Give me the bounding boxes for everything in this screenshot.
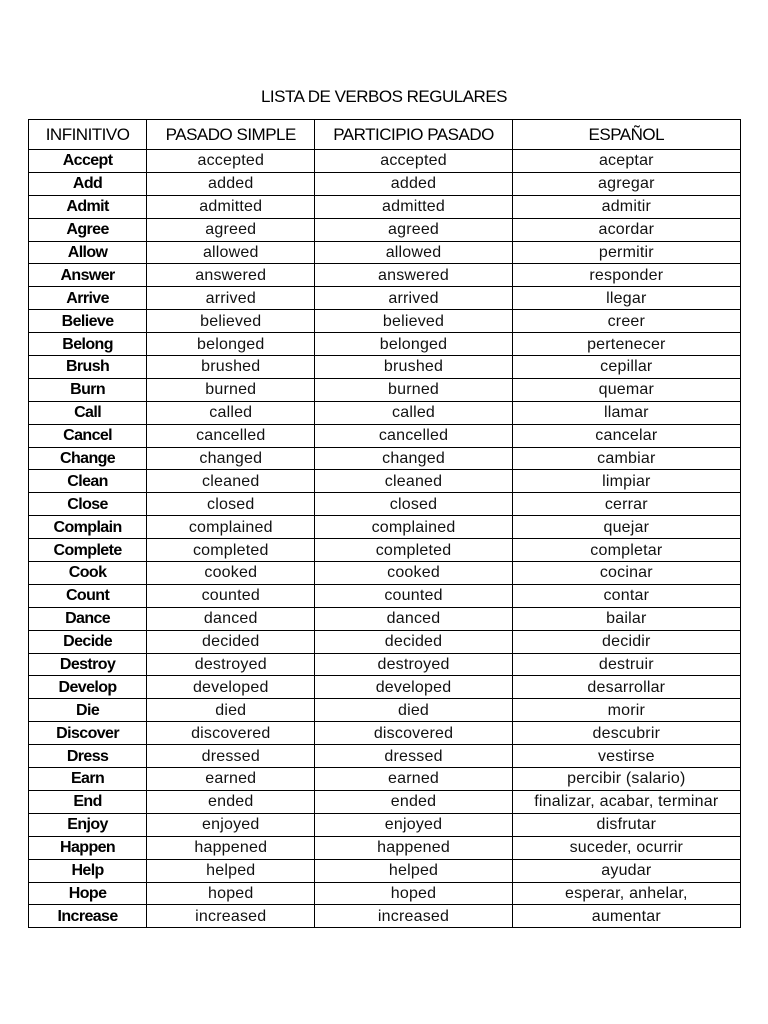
table-row bbox=[29, 424, 741, 447]
cell-participio-pasado: discovered bbox=[315, 722, 512, 745]
cell-pasado-simple: complained bbox=[147, 516, 315, 539]
cell-infinitivo: Change bbox=[29, 447, 147, 470]
cell-pasado-simple: developed bbox=[147, 676, 315, 699]
cell-infinitivo: Complain bbox=[29, 516, 147, 539]
cell-espanol: contar bbox=[512, 584, 740, 607]
table-row bbox=[29, 218, 741, 241]
cell-participio-pasado: increased bbox=[315, 905, 512, 928]
table-row bbox=[29, 607, 741, 630]
cell-espanol: cerrar bbox=[512, 493, 740, 516]
table-row bbox=[29, 584, 741, 607]
cell-infinitivo: Arrive bbox=[29, 287, 147, 310]
cell-pasado-simple: died bbox=[147, 699, 315, 722]
cell-participio-pasado: belonged bbox=[315, 333, 512, 356]
cell-pasado-simple: admitted bbox=[147, 195, 315, 218]
cell-participio-pasado: arrived bbox=[315, 287, 512, 310]
cell-pasado-simple: changed bbox=[147, 447, 315, 470]
cell-participio-pasado: cooked bbox=[315, 562, 512, 585]
table-row bbox=[29, 310, 741, 333]
cell-infinitivo: Dress bbox=[29, 745, 147, 768]
cell-pasado-simple: counted bbox=[147, 584, 315, 607]
cell-infinitivo: Decide bbox=[29, 630, 147, 653]
cell-espanol: aceptar bbox=[512, 150, 740, 173]
cell-espanol: destruir bbox=[512, 653, 740, 676]
cell-espanol: descubrir bbox=[512, 722, 740, 745]
cell-espanol: llegar bbox=[512, 287, 740, 310]
cell-espanol: percibir (salario) bbox=[512, 768, 740, 791]
table-row bbox=[29, 470, 741, 493]
cell-pasado-simple: closed bbox=[147, 493, 315, 516]
cell-infinitivo: Admit bbox=[29, 195, 147, 218]
cell-participio-pasado: hoped bbox=[315, 882, 512, 905]
cell-infinitivo: Complete bbox=[29, 539, 147, 562]
cell-pasado-simple: agreed bbox=[147, 218, 315, 241]
cell-participio-pasado: died bbox=[315, 699, 512, 722]
cell-pasado-simple: cancelled bbox=[147, 424, 315, 447]
table-row bbox=[29, 150, 741, 173]
cell-participio-pasado: brushed bbox=[315, 356, 512, 379]
cell-espanol: agregar bbox=[512, 172, 740, 195]
cell-pasado-simple: increased bbox=[147, 905, 315, 928]
cell-espanol: quemar bbox=[512, 378, 740, 401]
cell-participio-pasado: added bbox=[315, 172, 512, 195]
cell-espanol: cocinar bbox=[512, 562, 740, 585]
cell-espanol: decidir bbox=[512, 630, 740, 653]
cell-pasado-simple: ended bbox=[147, 790, 315, 813]
cell-espanol: bailar bbox=[512, 607, 740, 630]
table-row bbox=[29, 401, 741, 424]
cell-participio-pasado: cancelled bbox=[315, 424, 512, 447]
cell-participio-pasado: completed bbox=[315, 539, 512, 562]
cell-participio-pasado: earned bbox=[315, 768, 512, 791]
header-espanol: ESPAÑOL bbox=[512, 120, 740, 150]
cell-participio-pasado: destroyed bbox=[315, 653, 512, 676]
header-pasado-simple: PASADO SIMPLE bbox=[147, 120, 315, 150]
table-row bbox=[29, 172, 741, 195]
cell-infinitivo: Die bbox=[29, 699, 147, 722]
table-row bbox=[29, 562, 741, 585]
cell-participio-pasado: answered bbox=[315, 264, 512, 287]
cell-infinitivo: Burn bbox=[29, 378, 147, 401]
cell-espanol: ayudar bbox=[512, 859, 740, 882]
cell-participio-pasado: changed bbox=[315, 447, 512, 470]
cell-participio-pasado: dressed bbox=[315, 745, 512, 768]
cell-espanol: morir bbox=[512, 699, 740, 722]
cell-pasado-simple: helped bbox=[147, 859, 315, 882]
table-row bbox=[29, 676, 741, 699]
cell-infinitivo: Count bbox=[29, 584, 147, 607]
cell-participio-pasado: believed bbox=[315, 310, 512, 333]
cell-pasado-simple: earned bbox=[147, 768, 315, 791]
cell-infinitivo: Belong bbox=[29, 333, 147, 356]
cell-participio-pasado: burned bbox=[315, 378, 512, 401]
cell-participio-pasado: allowed bbox=[315, 241, 512, 264]
table-row bbox=[29, 745, 741, 768]
table-row bbox=[29, 882, 741, 905]
cell-participio-pasado: complained bbox=[315, 516, 512, 539]
cell-participio-pasado: cleaned bbox=[315, 470, 512, 493]
cell-infinitivo: Answer bbox=[29, 264, 147, 287]
table-row bbox=[29, 241, 741, 264]
cell-espanol: acordar bbox=[512, 218, 740, 241]
cell-participio-pasado: danced bbox=[315, 607, 512, 630]
cell-infinitivo: Brush bbox=[29, 356, 147, 379]
cell-infinitivo: Dance bbox=[29, 607, 147, 630]
cell-pasado-simple: answered bbox=[147, 264, 315, 287]
cell-infinitivo: Cook bbox=[29, 562, 147, 585]
cell-participio-pasado: called bbox=[315, 401, 512, 424]
cell-infinitivo: Close bbox=[29, 493, 147, 516]
cell-espanol: permitir bbox=[512, 241, 740, 264]
page-title: LISTA DE VERBOS REGULARES bbox=[260, 87, 508, 106]
cell-participio-pasado: happened bbox=[315, 836, 512, 859]
cell-participio-pasado: admitted bbox=[315, 195, 512, 218]
cell-participio-pasado: enjoyed bbox=[315, 813, 512, 836]
cell-infinitivo: Discover bbox=[29, 722, 147, 745]
table-row bbox=[29, 790, 741, 813]
cell-pasado-simple: called bbox=[147, 401, 315, 424]
table-row bbox=[29, 333, 741, 356]
cell-infinitivo: Enjoy bbox=[29, 813, 147, 836]
cell-infinitivo: Hope bbox=[29, 882, 147, 905]
cell-espanol: pertenecer bbox=[512, 333, 740, 356]
cell-pasado-simple: discovered bbox=[147, 722, 315, 745]
cell-infinitivo: Develop bbox=[29, 676, 147, 699]
cell-espanol: quejar bbox=[512, 516, 740, 539]
table-row bbox=[29, 195, 741, 218]
table-row bbox=[29, 699, 741, 722]
cell-espanol: aumentar bbox=[512, 905, 740, 928]
table-row bbox=[29, 493, 741, 516]
cell-infinitivo: Happen bbox=[29, 836, 147, 859]
cell-participio-pasado: agreed bbox=[315, 218, 512, 241]
cell-infinitivo: Destroy bbox=[29, 653, 147, 676]
cell-pasado-simple: danced bbox=[147, 607, 315, 630]
cell-pasado-simple: completed bbox=[147, 539, 315, 562]
table-body bbox=[29, 150, 741, 928]
cell-pasado-simple: arrived bbox=[147, 287, 315, 310]
cell-participio-pasado: accepted bbox=[315, 150, 512, 173]
cell-pasado-simple: cleaned bbox=[147, 470, 315, 493]
header-participio-pasado: PARTICIPIO PASADO bbox=[315, 120, 512, 150]
cell-espanol: creer bbox=[512, 310, 740, 333]
cell-infinitivo: Add bbox=[29, 172, 147, 195]
cell-espanol: esperar, anhelar, bbox=[512, 882, 740, 905]
cell-pasado-simple: destroyed bbox=[147, 653, 315, 676]
cell-infinitivo: Accept bbox=[29, 150, 147, 173]
table-row bbox=[29, 356, 741, 379]
cell-participio-pasado: helped bbox=[315, 859, 512, 882]
header-infinitivo: INFINITIVO bbox=[29, 120, 147, 150]
cell-infinitivo: Agree bbox=[29, 218, 147, 241]
cell-pasado-simple: enjoyed bbox=[147, 813, 315, 836]
cell-infinitivo: Allow bbox=[29, 241, 147, 264]
cell-espanol: cambiar bbox=[512, 447, 740, 470]
cell-espanol: responder bbox=[512, 264, 740, 287]
cell-pasado-simple: burned bbox=[147, 378, 315, 401]
cell-pasado-simple: added bbox=[147, 172, 315, 195]
cell-participio-pasado: counted bbox=[315, 584, 512, 607]
table-row bbox=[29, 905, 741, 928]
cell-pasado-simple: hoped bbox=[147, 882, 315, 905]
cell-espanol: llamar bbox=[512, 401, 740, 424]
cell-infinitivo: Cancel bbox=[29, 424, 147, 447]
table-row bbox=[29, 264, 741, 287]
table-row bbox=[29, 447, 741, 470]
cell-infinitivo: Believe bbox=[29, 310, 147, 333]
cell-pasado-simple: brushed bbox=[147, 356, 315, 379]
cell-espanol: vestirse bbox=[512, 745, 740, 768]
table-row bbox=[29, 378, 741, 401]
cell-pasado-simple: happened bbox=[147, 836, 315, 859]
cell-espanol: limpiar bbox=[512, 470, 740, 493]
cell-pasado-simple: cooked bbox=[147, 562, 315, 585]
cell-pasado-simple: belonged bbox=[147, 333, 315, 356]
cell-pasado-simple: dressed bbox=[147, 745, 315, 768]
cell-espanol: disfrutar bbox=[512, 813, 740, 836]
cell-espanol: desarrollar bbox=[512, 676, 740, 699]
table-row bbox=[29, 516, 741, 539]
cell-participio-pasado: developed bbox=[315, 676, 512, 699]
cell-espanol: cepillar bbox=[512, 356, 740, 379]
cell-infinitivo: Increase bbox=[29, 905, 147, 928]
cell-espanol: suceder, ocurrir bbox=[512, 836, 740, 859]
cell-espanol: admitir bbox=[512, 195, 740, 218]
table-row bbox=[29, 630, 741, 653]
cell-infinitivo: Help bbox=[29, 859, 147, 882]
cell-participio-pasado: ended bbox=[315, 790, 512, 813]
cell-infinitivo: Earn bbox=[29, 768, 147, 791]
cell-espanol: completar bbox=[512, 539, 740, 562]
cell-pasado-simple: believed bbox=[147, 310, 315, 333]
cell-participio-pasado: closed bbox=[315, 493, 512, 516]
table-row bbox=[29, 287, 741, 310]
table-row bbox=[29, 836, 741, 859]
cell-pasado-simple: decided bbox=[147, 630, 315, 653]
table-row bbox=[29, 813, 741, 836]
table-row bbox=[29, 859, 741, 882]
cell-infinitivo: Clean bbox=[29, 470, 147, 493]
table-row bbox=[29, 653, 741, 676]
table-row bbox=[29, 722, 741, 745]
cell-infinitivo: Call bbox=[29, 401, 147, 424]
table-row bbox=[29, 768, 741, 791]
cell-participio-pasado: decided bbox=[315, 630, 512, 653]
table-row bbox=[29, 539, 741, 562]
table-header-row bbox=[29, 120, 741, 150]
cell-espanol: cancelar bbox=[512, 424, 740, 447]
cell-pasado-simple: allowed bbox=[147, 241, 315, 264]
cell-espanol: finalizar, acabar, terminar bbox=[512, 790, 740, 813]
verbs-table bbox=[28, 119, 741, 928]
cell-pasado-simple: accepted bbox=[147, 150, 315, 173]
cell-infinitivo: End bbox=[29, 790, 147, 813]
